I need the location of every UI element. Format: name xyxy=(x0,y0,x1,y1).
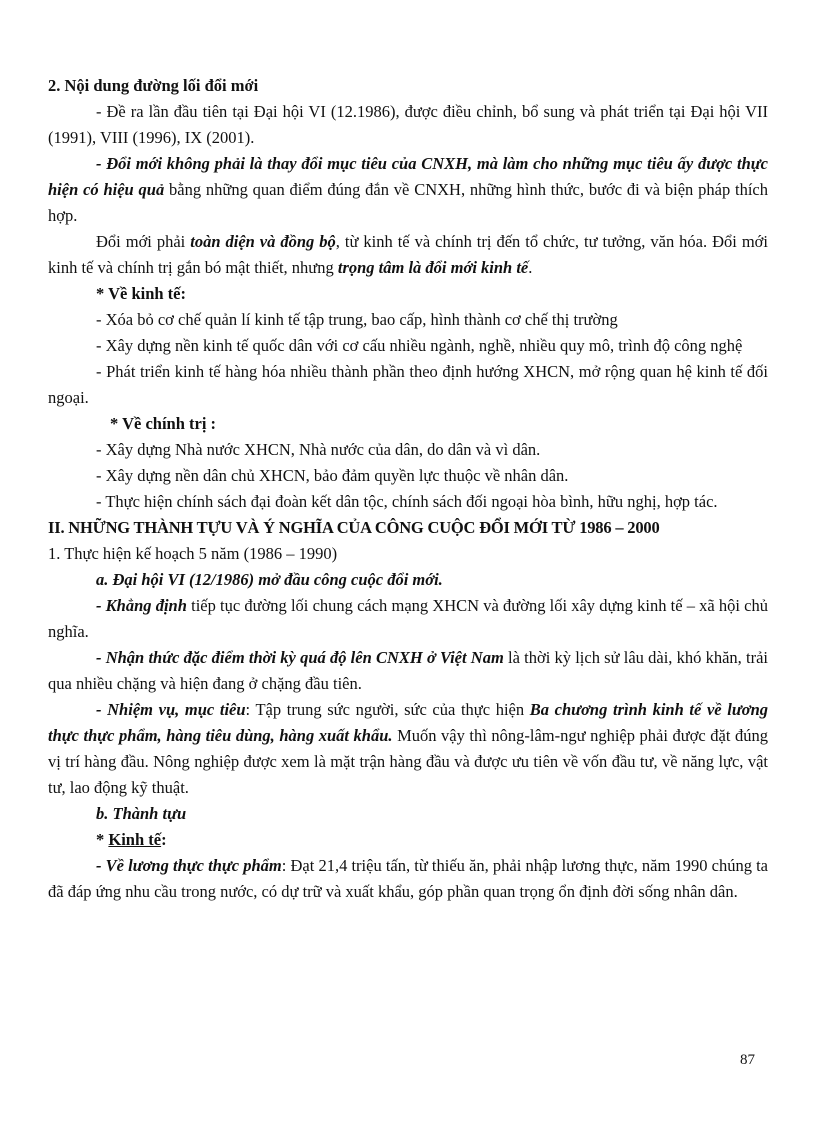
subsection-label: * Về chính trị : xyxy=(110,414,217,433)
paragraph-text: . xyxy=(528,258,533,277)
emphasis-text: Ba chương trình kinh tế về lương thực thực phẩm, hàng tiêu dùng, hàng xuất khẩu. xyxy=(48,700,769,745)
paragraph-text: , từ kinh tế và chính trị đến tổ chức, tư tưởng, văn hóa. Đổi mới kinh tế và chính trị gắn bó mật thiết, nhưng xyxy=(48,232,768,277)
paragraph-text: : Đạt 21,4 triệu tấn, từ thiếu ăn, phải nhập lương thực, năm 1990 chúng ta đã đáp ứng nhu cầu trong nước, có dự trữ và xuất khẩu, góp phần quan trọng ổn định đời sống nhân dân. xyxy=(48,856,769,901)
paragraph-text: : Tập trung sức người, sức của thực hiện xyxy=(245,700,530,719)
paragraph xyxy=(48,593,768,645)
list-item: - Xây dựng nền dân chủ XHCN, bảo đảm quyền lực thuộc về nhân dân. xyxy=(96,466,569,485)
emphasis-text: - Nhận thức đặc điểm thời kỳ quá độ lên CNXH ở Việt Nam xyxy=(96,648,504,667)
label-colon: : xyxy=(161,830,167,849)
paragraph-text: tiếp tục đường lối chung cách mạng XHCN và đường lối xây dựng kinh tế – xã hội chủ nghĩa. xyxy=(48,596,769,641)
paragraph xyxy=(48,151,768,229)
emphasis-text: - Nhiệm vụ, mục tiêu xyxy=(96,700,246,719)
paragraph-text: Muốn vậy thì nông-lâm-ngư nghiệp phải được đặt đúng vị trí hàng đầu. Nông nghiệp được xem là mặt trận hàng đầu và được ưu tiên về vốn đầu tư, về năng lực, vật tư, lao động kỹ thuật. xyxy=(48,726,768,797)
subsection-label xyxy=(48,827,768,853)
emphasis-text: - Về lương thực thực phẩm xyxy=(96,856,282,875)
paragraph xyxy=(48,645,768,697)
section-heading: 2. Nội dung đường lối đổi mới xyxy=(48,76,259,95)
paragraph xyxy=(48,853,768,905)
paragraph xyxy=(48,697,768,801)
emphasis-text: toàn diện và đồng bộ xyxy=(190,232,336,251)
paragraph xyxy=(48,229,768,281)
label-star: * xyxy=(96,830,109,849)
label-text: Kinh tế xyxy=(108,830,162,849)
list-item: - Phát triển kinh tế hàng hóa nhiều thành phần theo định hướng XHCN, mở rộng quan hệ kinh tế đối ngoại. xyxy=(48,362,768,407)
paragraph: - Đề ra lần đầu tiên tại Đại hội VI (12.1986), được điều chỉnh, bổ sung và phát triển tại Đại hội VII (1991), VIII (1996), IX (2001). xyxy=(48,102,768,147)
emphasis-text: trọng tâm là đổi mới kinh tế xyxy=(337,258,529,277)
list-item: - Xây dựng Nhà nước XHCN, Nhà nước của dân, do dân và vì dân. xyxy=(96,440,541,459)
list-item: - Xóa bỏ cơ chế quản lí kinh tế tập trung, bao cấp, hình thành cơ chế thị trường xyxy=(96,310,618,329)
paragraph-text: bằng những quan điểm đúng đắn về CNXH, những hình thức, bước đi và biện pháp thích hợp. xyxy=(48,180,768,225)
list-item: - Thực hiện chính sách đại đoàn kết dân tộc, chính sách đối ngoại hòa bình, hữu nghị, hợp tác. xyxy=(96,492,718,511)
subsection-title: 1. Thực hiện kế hoạch 5 năm (1986 – 1990) xyxy=(48,544,338,563)
part-heading: II. NHỮNG THÀNH TỰU VÀ Ý NGHĨA CỦA CÔNG CUỘC ĐỔI MỚI TỪ 1986 – 2000 xyxy=(48,518,660,537)
emphasis-text: - Khẳng định xyxy=(96,596,187,615)
subsection-label: * Về kinh tế: xyxy=(96,284,186,303)
item-title: a. Đại hội VI (12/1986) mở đầu công cuộc đổi mới. xyxy=(96,570,443,589)
page-number: 87 xyxy=(740,1052,755,1068)
paragraph-text: Đổi mới phải xyxy=(96,232,191,251)
paragraph-text: là thời kỳ lịch sử lâu dài, khó khăn, trải qua nhiều chặng và hiện đang ở chặng đầu tiên. xyxy=(48,648,768,693)
item-title: b. Thành tựu xyxy=(96,804,187,823)
list-item: - Xây dựng nền kinh tế quốc dân với cơ cấu nhiều ngành, nghề, nhiều quy mô, trình độ công nghệ xyxy=(96,336,743,355)
emphasis-text: - Đổi mới không phải là thay đổi mục tiêu của CNXH, mà làm cho những mục tiêu ấy được thực hiện có hiệu quả xyxy=(48,154,768,199)
document-page xyxy=(48,73,768,905)
